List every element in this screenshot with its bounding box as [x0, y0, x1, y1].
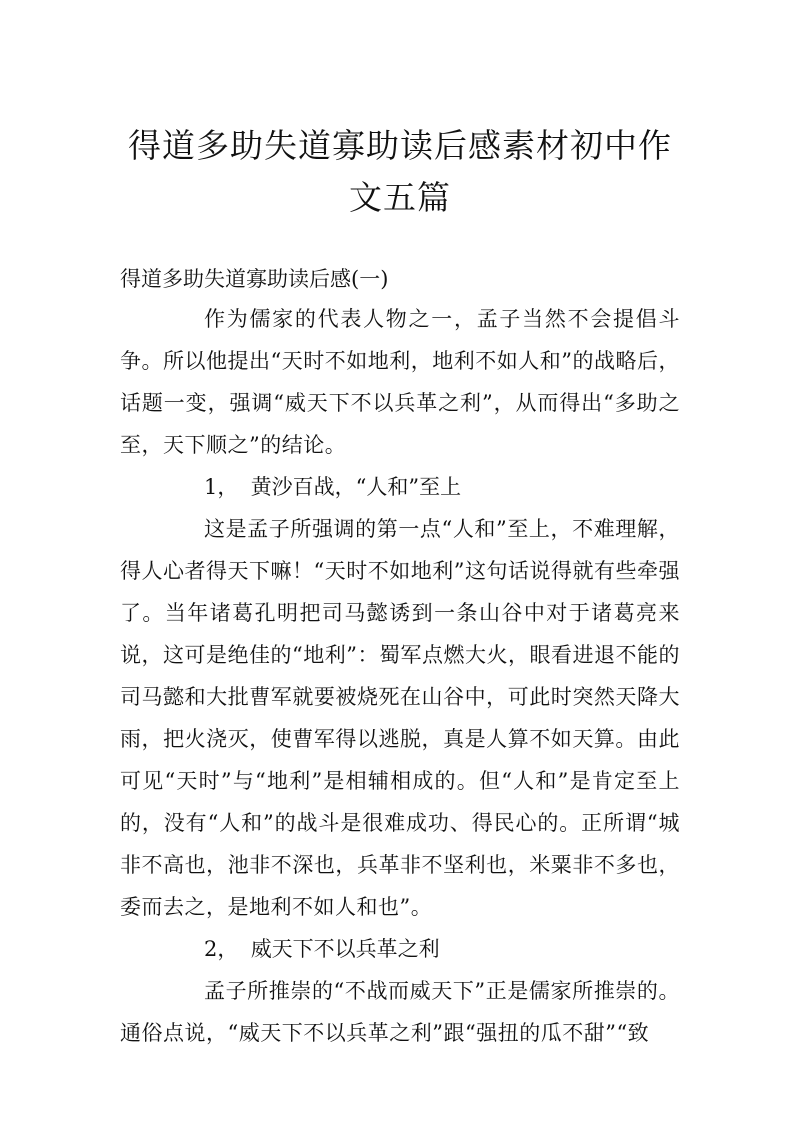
document-title: 得道多助失道寡助读后感素材初中作文五篇 [128, 126, 672, 217]
section-heading-1 [120, 466, 680, 508]
section-heading-2 [120, 928, 680, 970]
essay-heading: 得道多助失道寡助读后感(一) [120, 267, 389, 291]
paragraph-2: 这是孟子所强调的第一点“人和”至上，不难理解，得人心者得天下嘛！“天时不如地利”这句话说得就有些牵强了。当年诸葛孔明把司马懿诱到一条山谷中对于诸葛亮来说，这可是绝佳的“地利”：蜀军点燃大火，眼看进退不能的司马懿和大批曹军就要被烧死在山谷中，可此时突然天降大雨，把火浇灭，使曹军得以逃脱，真是人算不如天算。由此可见“天时”与“地利”是相辅相成的。但“人和”是肯定至上的，没有“人和”的战斗是很难成功、得民心的。正所谓“城非不高也，池非不深也，兵革非不坚利也，米粟非不多也，委而去之，是地利不如人和也”。 [120, 517, 680, 919]
section-title-2: 威天下不以兵革之利 [250, 937, 440, 961]
paragraph-1: 作为儒家的代表人物之一，孟子当然不会提倡斗争。所以他提出“天时不如地利，地利不如人和”的战略后，话题一变，强调“威天下不以兵革之利”，从而得出“多助之至，天下顺之”的结论。 [120, 307, 680, 457]
paragraph-3: 孟子所推崇的“不战而威天下”正是儒家所推崇的。通俗点说，“威天下不以兵革之利”跟“强扭的瓜不甜”“致 [120, 979, 680, 1045]
section-title-1: 黄沙百战，“人和”至上 [250, 475, 462, 499]
section-number-2: 2， [204, 937, 239, 961]
section-number-1: 1， [204, 475, 239, 499]
document-page [120, 120, 680, 1054]
